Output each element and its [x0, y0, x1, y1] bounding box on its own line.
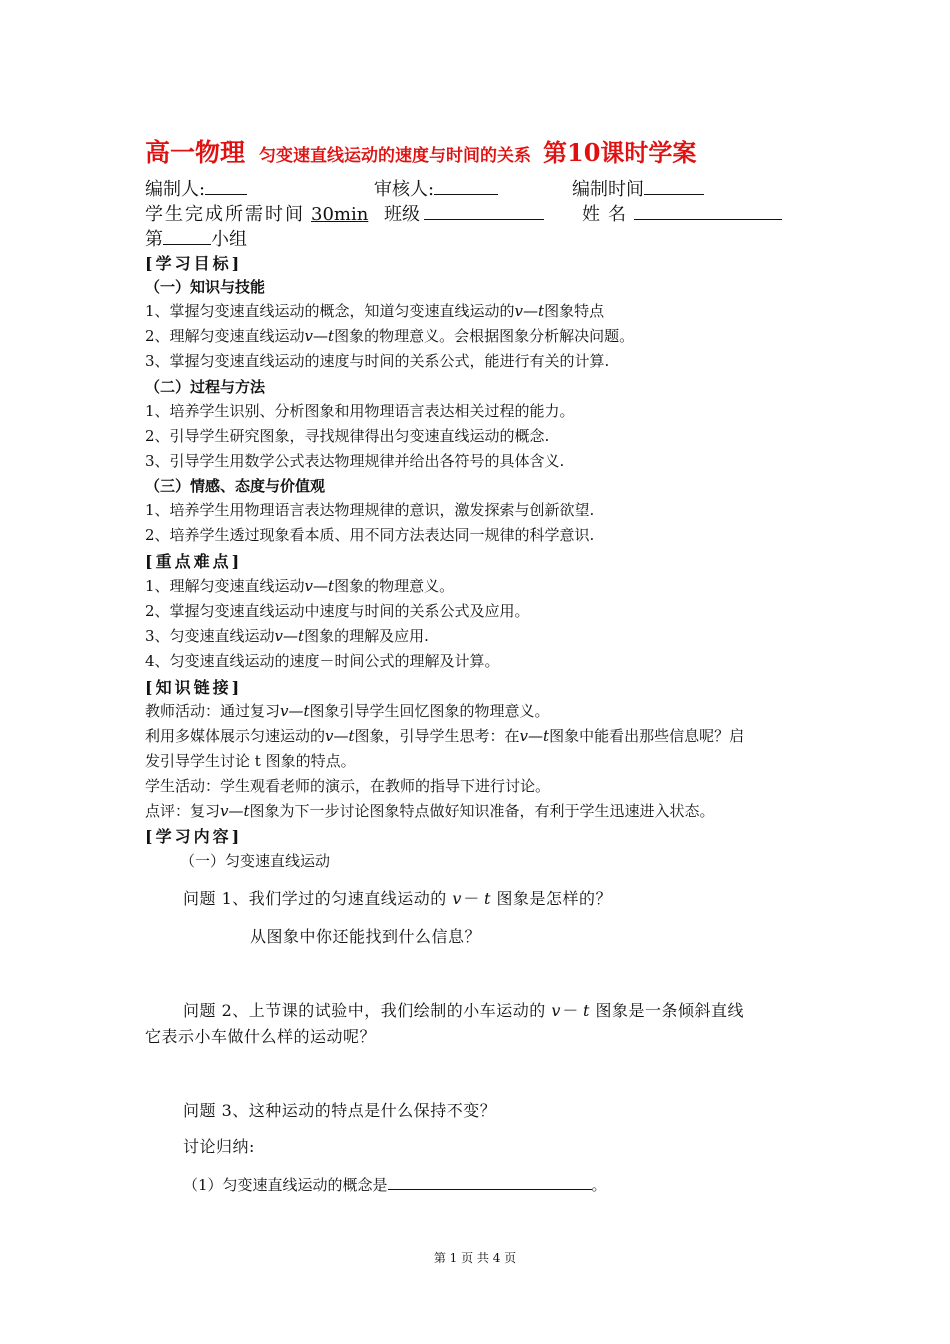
- content-heading: [学习内容]: [145, 827, 243, 846]
- title-topic: 匀变速直线运动的速度与时间的关系: [259, 146, 532, 166]
- link-line: 学生活动：学生观看老师的演示，在教师的指导下进行讨论。: [145, 777, 551, 795]
- objective-item: 1、培养学生识别、分析图象和用物理语言表达相关过程的能力。: [145, 402, 575, 420]
- objectives-sub3: （三）情感、态度与价值观: [145, 477, 326, 495]
- class-blank: [424, 201, 544, 220]
- class-field: 班级: [384, 200, 544, 226]
- duration-field: 学生完成所需时间 30min: [145, 204, 369, 225]
- page-footer: 第 1 页 共 4 页: [433, 1251, 517, 1265]
- concept-fill-line: （1）匀变速直线运动的概念是 。: [183, 1171, 607, 1195]
- reviewer-blank: [434, 176, 498, 195]
- discussion-label: 讨论归纳:: [183, 1137, 255, 1156]
- keypoint-item: 3、匀变速直线运动v—t图象的理解及应用.: [145, 627, 429, 645]
- title-subject: 高一物理: [145, 138, 246, 167]
- link-line: 利用多媒体展示匀速运动的v—t图象，引导学生思考：在v—t图象中能看出那些信息呢？启: [145, 727, 745, 745]
- name-blank: [634, 201, 782, 220]
- link-heading: [知识链接]: [145, 678, 243, 697]
- objective-item: 3、引导学生用数学公式表达物理规律并给出各符号的具体含义.: [145, 452, 565, 470]
- group-field: 第 小组: [145, 225, 247, 251]
- compile-time-field: 编制时间: [572, 175, 704, 201]
- document-title: [145, 133, 696, 169]
- objective-item: 1、培养学生用物理语言表达物理规律的意识，激发探索与创新欲望.: [145, 501, 595, 519]
- title-lesson: 第10课时学案: [543, 138, 697, 167]
- link-line: 点评：复习v—t图象为下一步讨论图象特点做好知识准备，有利于学生迅速进入状态。: [145, 802, 715, 820]
- question-2: 问题 2、上节课的试验中，我们绘制的小车运动的 v－ t 图象是一条倾斜直线: [183, 1001, 745, 1020]
- keypoints-heading: [重点难点]: [145, 552, 243, 571]
- objective-item: 3、掌握匀变速直线运动的速度与时间的关系公式，能进行有关的计算.: [145, 352, 610, 370]
- concept-blank: [388, 1171, 592, 1190]
- compile-time-blank: [644, 176, 704, 195]
- editor-blank: [205, 176, 247, 195]
- question-1-followup: 从图象中你还能找到什么信息？: [250, 927, 482, 946]
- question-1: 问题 1、我们学过的匀速直线运动的 v－ t 图象是怎样的？: [183, 889, 613, 908]
- reviewer-field: 审核人:: [374, 175, 498, 201]
- keypoint-item: 2、掌握匀变速直线运动中速度与时间的关系公式及应用。: [145, 602, 530, 620]
- content-subheading: （一）匀变速直线运动: [180, 852, 331, 870]
- objectives-sub1: （一）知识与技能: [145, 278, 266, 296]
- editor-field: 编制人:: [145, 175, 247, 201]
- objective-item: 1、掌握匀变速直线运动的概念，知道匀变速直线运动的v—t图象特点: [145, 302, 605, 320]
- group-blank: [163, 226, 211, 245]
- keypoint-item: 1、理解匀变速直线运动v—t图象的物理意义。: [145, 577, 455, 595]
- objectives-heading: [学习目标]: [145, 254, 243, 273]
- objective-item: 2、理解匀变速直线运动v—t图象的物理意义。会根据图象分析解决问题。: [145, 327, 635, 345]
- objective-item: 2、引导学生研究图象，寻找规律得出匀变速直线运动的概念.: [145, 427, 550, 445]
- objectives-sub2: （二）过程与方法: [145, 378, 266, 396]
- question-2-continued: 它表示小车做什么样的运动呢？: [145, 1027, 377, 1046]
- question-3: 问题 3、这种运动的特点是什么保持不变？: [183, 1101, 497, 1120]
- duration-value: 30min: [311, 204, 369, 225]
- link-line: 教师活动：通过复习v—t图象引导学生回忆图象的物理意义。: [145, 702, 550, 720]
- name-field: 姓名: [582, 200, 782, 226]
- link-line: 发引导学生讨论 t 图象的特点。: [145, 752, 356, 770]
- keypoint-item: 4、匀变速直线运动的速度－时间公式的理解及计算。: [145, 652, 500, 670]
- objective-item: 2、培养学生透过现象看本质、用不同方法表达同一规律的科学意识.: [145, 526, 595, 544]
